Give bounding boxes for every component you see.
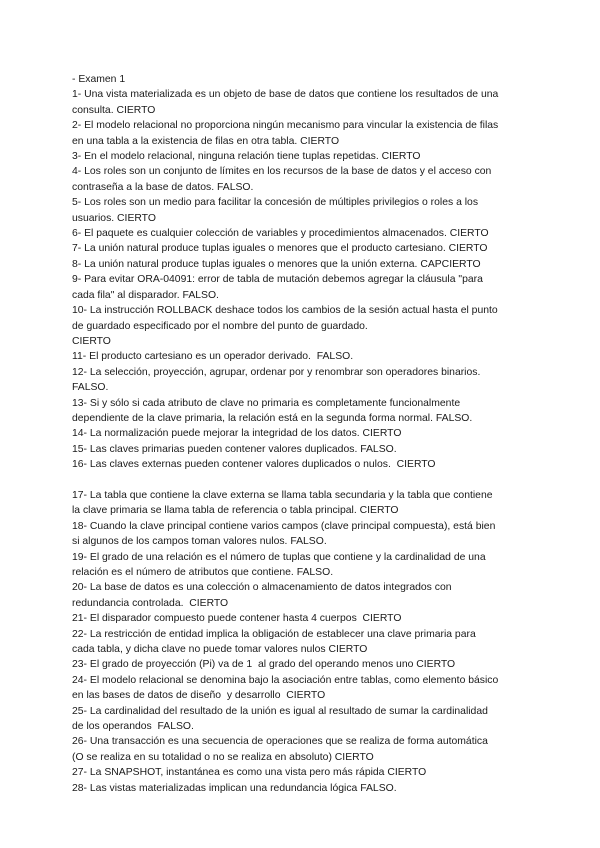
text-line: redundancia controlada. CIERTO <box>72 597 229 609</box>
text-line: 25- La cardinalidad del resultado de la unión es igual al resultado de sumar la cardinalidad <box>72 705 488 717</box>
text-line: 6- El paquete es cualquier colección de variables y procedimientos almacenados. CIERTO <box>72 228 489 240</box>
text-line: cada fila" al disparador. FALSO. <box>72 289 219 301</box>
text-line: 13- Si y sólo si cada atributo de clave no primaria es completamente funcionalmente <box>72 397 461 409</box>
text-line: 22- La restricción de entidad implica la obligación de establecer una clave primaria para <box>72 628 476 640</box>
text-line: 23- El grado de proyección (Pi) va de 1 al grado del operando menos uno CIERTO <box>72 659 456 671</box>
text-line: en las bases de datos de diseño y desarrollo CIERTO <box>72 690 326 702</box>
text-line: de los operandos FALSO. <box>72 721 194 733</box>
text-line: dependiente de la clave primaria, la relación está en la segunda forma normal. FALSO. <box>72 412 473 424</box>
text-line: cada tabla, y dicha clave no puede tomar valores nulos CIERTO <box>72 644 368 656</box>
text-line: 4- Los roles son un conjunto de límites en los recursos de la base de datos y el acceso con <box>72 166 492 178</box>
text-line: 11- El producto cartesiano es un operador derivado. FALSO. <box>72 351 354 363</box>
document-page <box>72 72 532 796</box>
blank-line <box>72 473 532 488</box>
text-line: 1- Una vista materializada es un objeto de base de datos que contiene los resultados de una <box>72 89 499 101</box>
text-line: contraseña a la base de datos. FALSO. <box>72 181 254 193</box>
text-line: 15- Las claves primarias pueden contener valores duplicados. FALSO. <box>72 443 397 455</box>
text-line: la clave primaria se llama tabla de referencia o tabla principal. CIERTO <box>72 505 399 517</box>
text-line: 9- Para evitar ORA-04091: error de tabla de mutación debemos agregar la cláusula "para <box>72 274 483 286</box>
text-line: 8- La unión natural produce tuplas iguales o menores que la unión externa. CAPCIERTO <box>72 258 481 270</box>
text-line: 20- La base de datos es una colección o almacenamiento de datos integrados con <box>72 582 452 594</box>
text-line: 26- Una transacción es una secuencia de operaciones que se realiza de forma automática <box>72 736 488 748</box>
text-line: 18- Cuando la clave principal contiene varios campos (clave principal compuesta), está bien <box>72 520 496 532</box>
text-line: (O se realiza en su totalidad o no se realiza en absoluto) CIERTO <box>72 751 374 763</box>
text-line: relación es el número de atributos que contiene. FALSO. <box>72 566 334 578</box>
text-line: usuarios. CIERTO <box>72 212 156 224</box>
text-line: 27- La SNAPSHOT, instantánea es como una vista pero más rápida CIERTO <box>72 767 427 779</box>
text-line: 5- Los roles son un medio para facilitar la concesión de múltiples privilegios o roles a los <box>72 197 479 209</box>
text-line: 10- La instrucción ROLLBACK deshace todos los cambios de la sesión actual hasta el punto <box>72 305 498 317</box>
text-line: si algunos de los campos toman valores nulos. FALSO. <box>72 536 327 548</box>
text-line: 7- La unión natural produce tuplas iguales o menores que el producto cartesiano. CIERTO <box>72 243 488 255</box>
text-line: 19- El grado de una relación es el número de tuplas que contiene y la cardinalidad de una <box>72 551 486 563</box>
text-line: 24- El modelo relacional se denomina bajo la asociación entre tablas, como elemento básico <box>72 674 499 686</box>
text-line: de guardado especificado por el nombre del punto de guardado. <box>72 320 368 332</box>
text-line: 28- Las vistas materializadas implican una redundancia lógica FALSO. <box>72 782 397 794</box>
text-line: en una tabla a la existencia de filas en otra tabla. CIERTO <box>72 135 340 147</box>
document-header: - Examen 1 <box>72 74 126 85</box>
text-line: FALSO. <box>72 382 109 394</box>
text-line: 16- Las claves externas pueden contener valores duplicados o nulos. CIERTO <box>72 459 436 471</box>
text-line: 21- El disparador compuesto puede contener hasta 4 cuerpos CIERTO <box>72 613 402 625</box>
text-line: 2- El modelo relacional no proporciona ningún mecanismo para vincular la existencia de filas <box>72 120 499 132</box>
text-line: 14- La normalización puede mejorar la integridad de los datos. CIERTO <box>72 428 402 440</box>
text-line: consulta. CIERTO <box>72 104 156 116</box>
text-line: 3- En el modelo relacional, ninguna relación tiene tuplas repetidas. CIERTO <box>72 151 421 163</box>
text-line: 12- La selección, proyección, agrupar, ordenar por y renombrar son operadores binarios. <box>72 366 481 378</box>
text-line: 17- La tabla que contiene la clave externa se llama tabla secundaria y la tabla que contiene <box>72 489 493 501</box>
question-list <box>72 87 532 796</box>
text-line: CIERTO <box>72 335 111 347</box>
